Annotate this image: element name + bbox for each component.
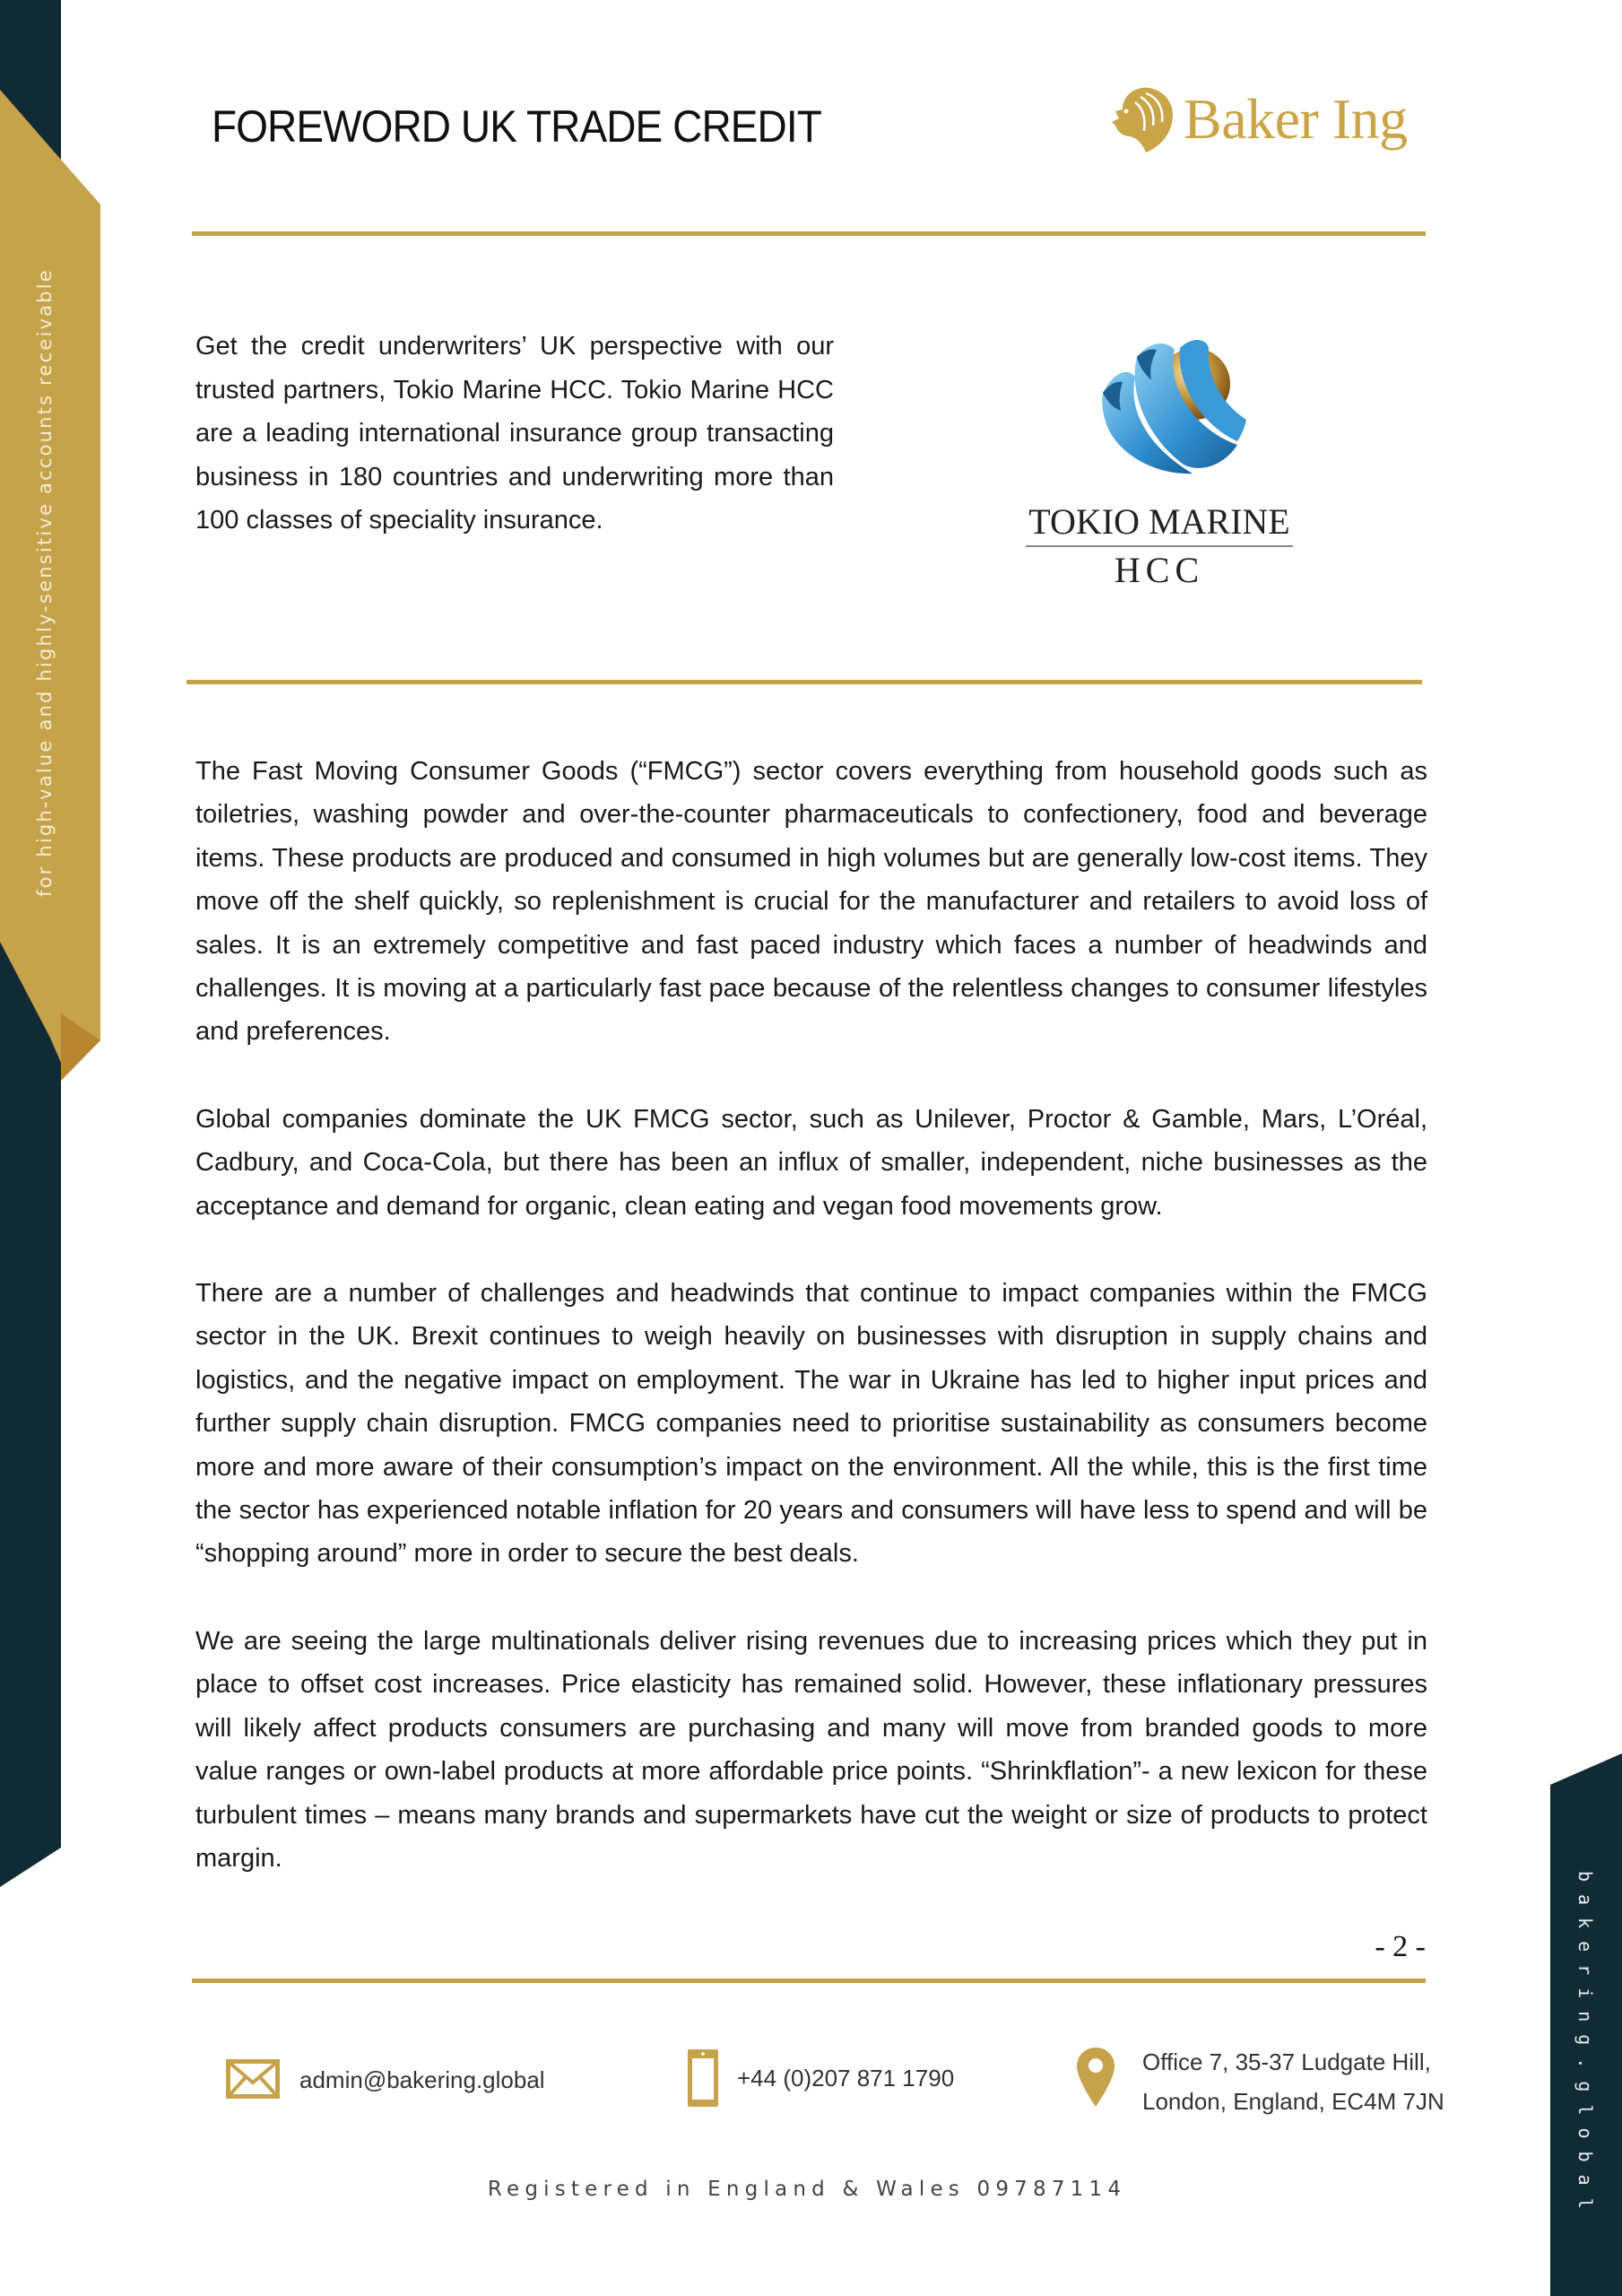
envelope-icon xyxy=(226,2059,280,2099)
map-pin-icon xyxy=(1075,2046,1116,2109)
tokio-marine-logo xyxy=(1022,330,1300,590)
header-divider xyxy=(192,231,1426,236)
body-paragraph-3: There are a number of challenges and headwinds that continue to impact companies within the FMCG sector in the UK. Brexit continues to weigh heavily on businesses with disruption in supply chains and logistics, and the negative impact on employment. The war in Ukraine has led to higher input prices and further supply chain disruption. FMCG companies need to prioritise sustainability as consumers become more and more aware of their consumption’s impact on the environment. All the while, this is the first time the sector has experienced notable inflation for 20 years and consumers will have less to spend and will be “shopping around” more in order to secure the best deals. xyxy=(195,1279,1427,1569)
lion-head-icon xyxy=(1110,84,1175,154)
partner-intro: Get the credit underwriters’ UK perspective with our trusted partners, Tokio Marine HCC. Tokio Marine HCC are a leading international insurance group transacting business in 180 countries and underwriting more than 100 classes of speciality insurance. xyxy=(195,332,834,535)
page-number: - 2 - xyxy=(1375,1930,1426,1963)
brand-logo xyxy=(1110,79,1442,160)
page-title: FOREWORD UK TRADE CREDIT xyxy=(212,101,821,152)
address-line-1: Office 7, 35-37 Ludgate Hill, xyxy=(1142,2048,1431,2075)
body-paragraph-4: We are seeing the large multinationals deliver rising revenues due to increasing prices which they put in place to offset cost increases. Price elasticity has remained solid. However, these inflationary pressures will likely affect products consumers are purchasing and many will move from branded goods to more value ranges or own-label products at more affordable price points. “Shrinkflation”- a new lexicon for these turbulent times – means many brands and supermarkets have cut the weight or size of products to protect margin. xyxy=(195,1627,1427,1874)
body-paragraph-1: The Fast Moving Consumer Goods (“FMCG”) sector covers everything from household goods such as toiletries, washing powder and over-the-counter pharmaceuticals to confectionery, food and beverage items. These products are produced and consumed in high volumes but are generally low-cost items. They move off the shelf quickly, so replenishment is crucial for the manufacturer and retailers to avoid loss of sales. It is an extremely competitive and fast paced industry which faces a number of headwinds and challenges. It is moving at a particularly fast pace because of the relentless changes to consumer lifestyles and preferences. xyxy=(195,757,1427,1047)
mobile-phone-icon xyxy=(686,2048,720,2109)
registration-notice: Registered in England & Wales 09787114 xyxy=(487,2178,1127,2201)
section-divider xyxy=(186,680,1422,684)
phone-number[interactable]: +44 (0)207 871 1790 xyxy=(737,2065,955,2092)
email-link[interactable]: admin@bakering.global xyxy=(299,2066,545,2093)
tokio-marine-globe-icon xyxy=(1022,330,1300,500)
tokio-marine-divider xyxy=(1026,545,1293,547)
body-paragraph-2: Global companies dominate the UK FMCG sector, such as Unilever, Proctor & Gamble, Mars, L’Oréal, Cadbury, and Coca-Cola, but there has been an influx of smaller, independent, niche businesses as the acceptance and demand for organic, clean eating and vegan food movements grow. xyxy=(195,1105,1427,1221)
tokio-marine-name: TOKIO MARINE xyxy=(1028,501,1290,542)
footer-divider xyxy=(192,1979,1426,1983)
tokio-marine-hcc: HCC xyxy=(1114,550,1205,590)
brand-name: Baker Ing xyxy=(1184,87,1408,151)
sidebar-tagline: for high-value and highly-sensitive accounts receivable xyxy=(34,268,56,897)
address-line-2: London, England, EC4M 7JN xyxy=(1142,2088,1444,2115)
sidebar-website: bakering.global xyxy=(1574,1871,1596,2222)
